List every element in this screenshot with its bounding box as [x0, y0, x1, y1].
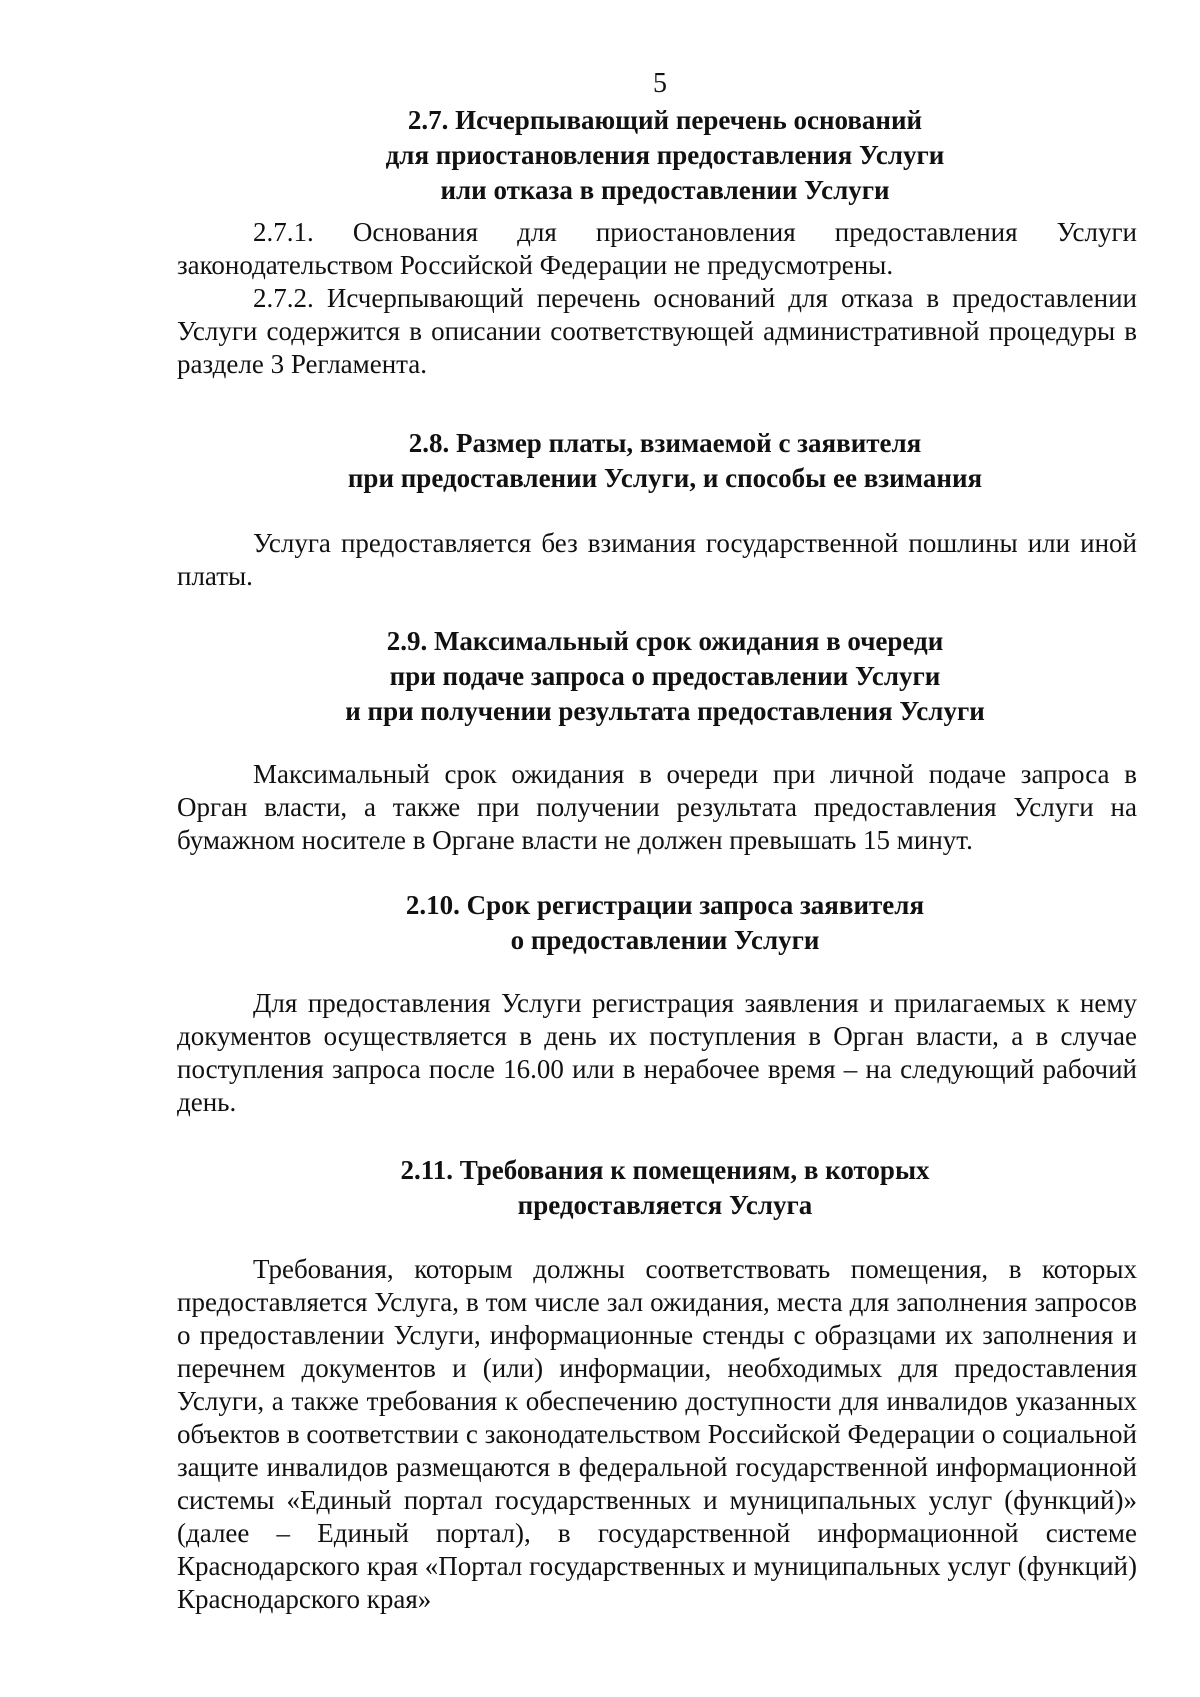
section-heading-2-9 — [0, 624, 1200, 729]
heading-line: о предоставлении Услуги — [510, 925, 820, 955]
section-heading-2-8 — [0, 426, 1200, 496]
heading-line: 2.9. Максимальный срок ожидания в очереди — [386, 626, 944, 656]
heading-line: для приостановления предоставления Услуги — [385, 140, 945, 170]
heading-line: при предоставлении Услуги, и способы ее взимания — [347, 463, 983, 493]
paragraph-2-7-1: 2.7.1. Основания для приостановления предоставления Услуги законодательством Российской Федерации не предусмотрены. — [177, 217, 1137, 280]
heading-line: при подаче запроса о предоставлении Услуги — [389, 661, 941, 691]
paragraph-2-8: Услуга предоставляется без взимания государственной пошлины или иной платы. — [177, 528, 1137, 591]
heading-line: 2.11. Требования к помещениям, в которых — [400, 1155, 930, 1185]
heading-line: предоставляется Услуга — [517, 1190, 813, 1220]
section-heading-2-11 — [0, 1153, 1200, 1223]
section-heading-2-7 — [0, 103, 1200, 208]
section-heading-2-10 — [0, 888, 1200, 958]
heading-line: и при получении результата предоставления Услуги — [345, 696, 985, 726]
paragraph-2-10: Для предоставления Услуги регистрация заявления и прилагаемых к нему документов осуществляется в день их поступления в Орган власти, а в случае поступления запроса после 16.00 или в нерабочее время – на следующий рабочий день. — [177, 988, 1137, 1117]
heading-line: 2.10. Срок регистрации запроса заявителя — [405, 890, 925, 920]
paragraph-2-11: Требования, которым должны соответствовать помещения, в которых предоставляется Услуга, в том числе зал ожидания, места для заполнения запросов о предоставлении Услуги, информационные стенды с образцами их заполнения и перечнем документов и (или) информации, необходимых для предоставления Услуги, а также требования к обеспечению доступности для инвалидов указанных объектов в соответствии с законодательством Российской Федерации о социальной защите инвалидов размещаются в федеральной государственной информационной системы «Единый портал государственных и муниципальных услуг (функций)» (далее – Единый портал), в государственной информационной системе Краснодарского края «Портал государственных и муниципальных услуг (функций) Краснодарского края» — [177, 1254, 1137, 1614]
heading-line: или отказа в предоставлении Услуги — [440, 175, 890, 205]
heading-line: 2.8. Размер платы, взимаемой с заявителя — [408, 428, 922, 458]
paragraph-2-9: Максимальный срок ожидания в очереди при личной подаче запроса в Орган власти, а также при получении результата предоставления Услуги на бумажном носителе в Органе власти не должен превышать 15 минут. — [177, 759, 1137, 855]
page-number: 5 — [653, 68, 667, 99]
paragraph-2-7-2: 2.7.2. Исчерпывающий перечень оснований для отказа в предоставлении Услуги содержится в описании соответствующей административной процедуры в разделе 3 Регламента. — [177, 283, 1137, 379]
heading-line: 2.7. Исчерпывающий перечень оснований — [407, 105, 923, 135]
